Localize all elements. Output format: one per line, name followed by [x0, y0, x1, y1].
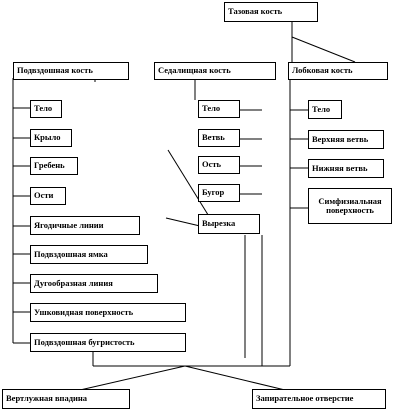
ilium-part: Крыло [30, 129, 72, 147]
ilium-part: Дугообразная линия [30, 274, 158, 293]
ischium-part: Вырезка [198, 214, 260, 234]
ischium-part: Бугор [198, 184, 240, 202]
ischium-part: Ветвь [198, 129, 240, 147]
ischium-part: Тело [198, 100, 240, 118]
ilium-part: Тело [30, 100, 62, 118]
header-ischium: Седалищная кость [154, 62, 276, 80]
acetabulum: Вертлужная впадина [2, 389, 130, 409]
ilium-part: Ушковидная поверхность [30, 303, 186, 322]
header-ilium: Подвздошная кость [13, 62, 129, 80]
ilium-part: Ости [30, 187, 66, 205]
ilium-part: Подвздошная бугристость [30, 333, 186, 352]
pubis-part: Симфизиальная поверхность [308, 188, 392, 224]
ilium-part: Гребень [30, 157, 78, 175]
root-pelvic-bone: Тазовая кость [224, 2, 318, 22]
ilium-part: Подвздошная ямка [30, 245, 148, 264]
ilium-part: Ягодичные линии [30, 216, 140, 235]
header-pubis: Лобковая кость [288, 62, 388, 80]
pubis-part: Верхняя ветвь [308, 130, 384, 149]
obturator-foramen: Запирательное отверстие [252, 389, 386, 409]
pubis-part: Тело [308, 100, 342, 119]
pubis-part: Нижняя ветвь [308, 159, 384, 178]
ischium-part: Ость [198, 156, 240, 174]
